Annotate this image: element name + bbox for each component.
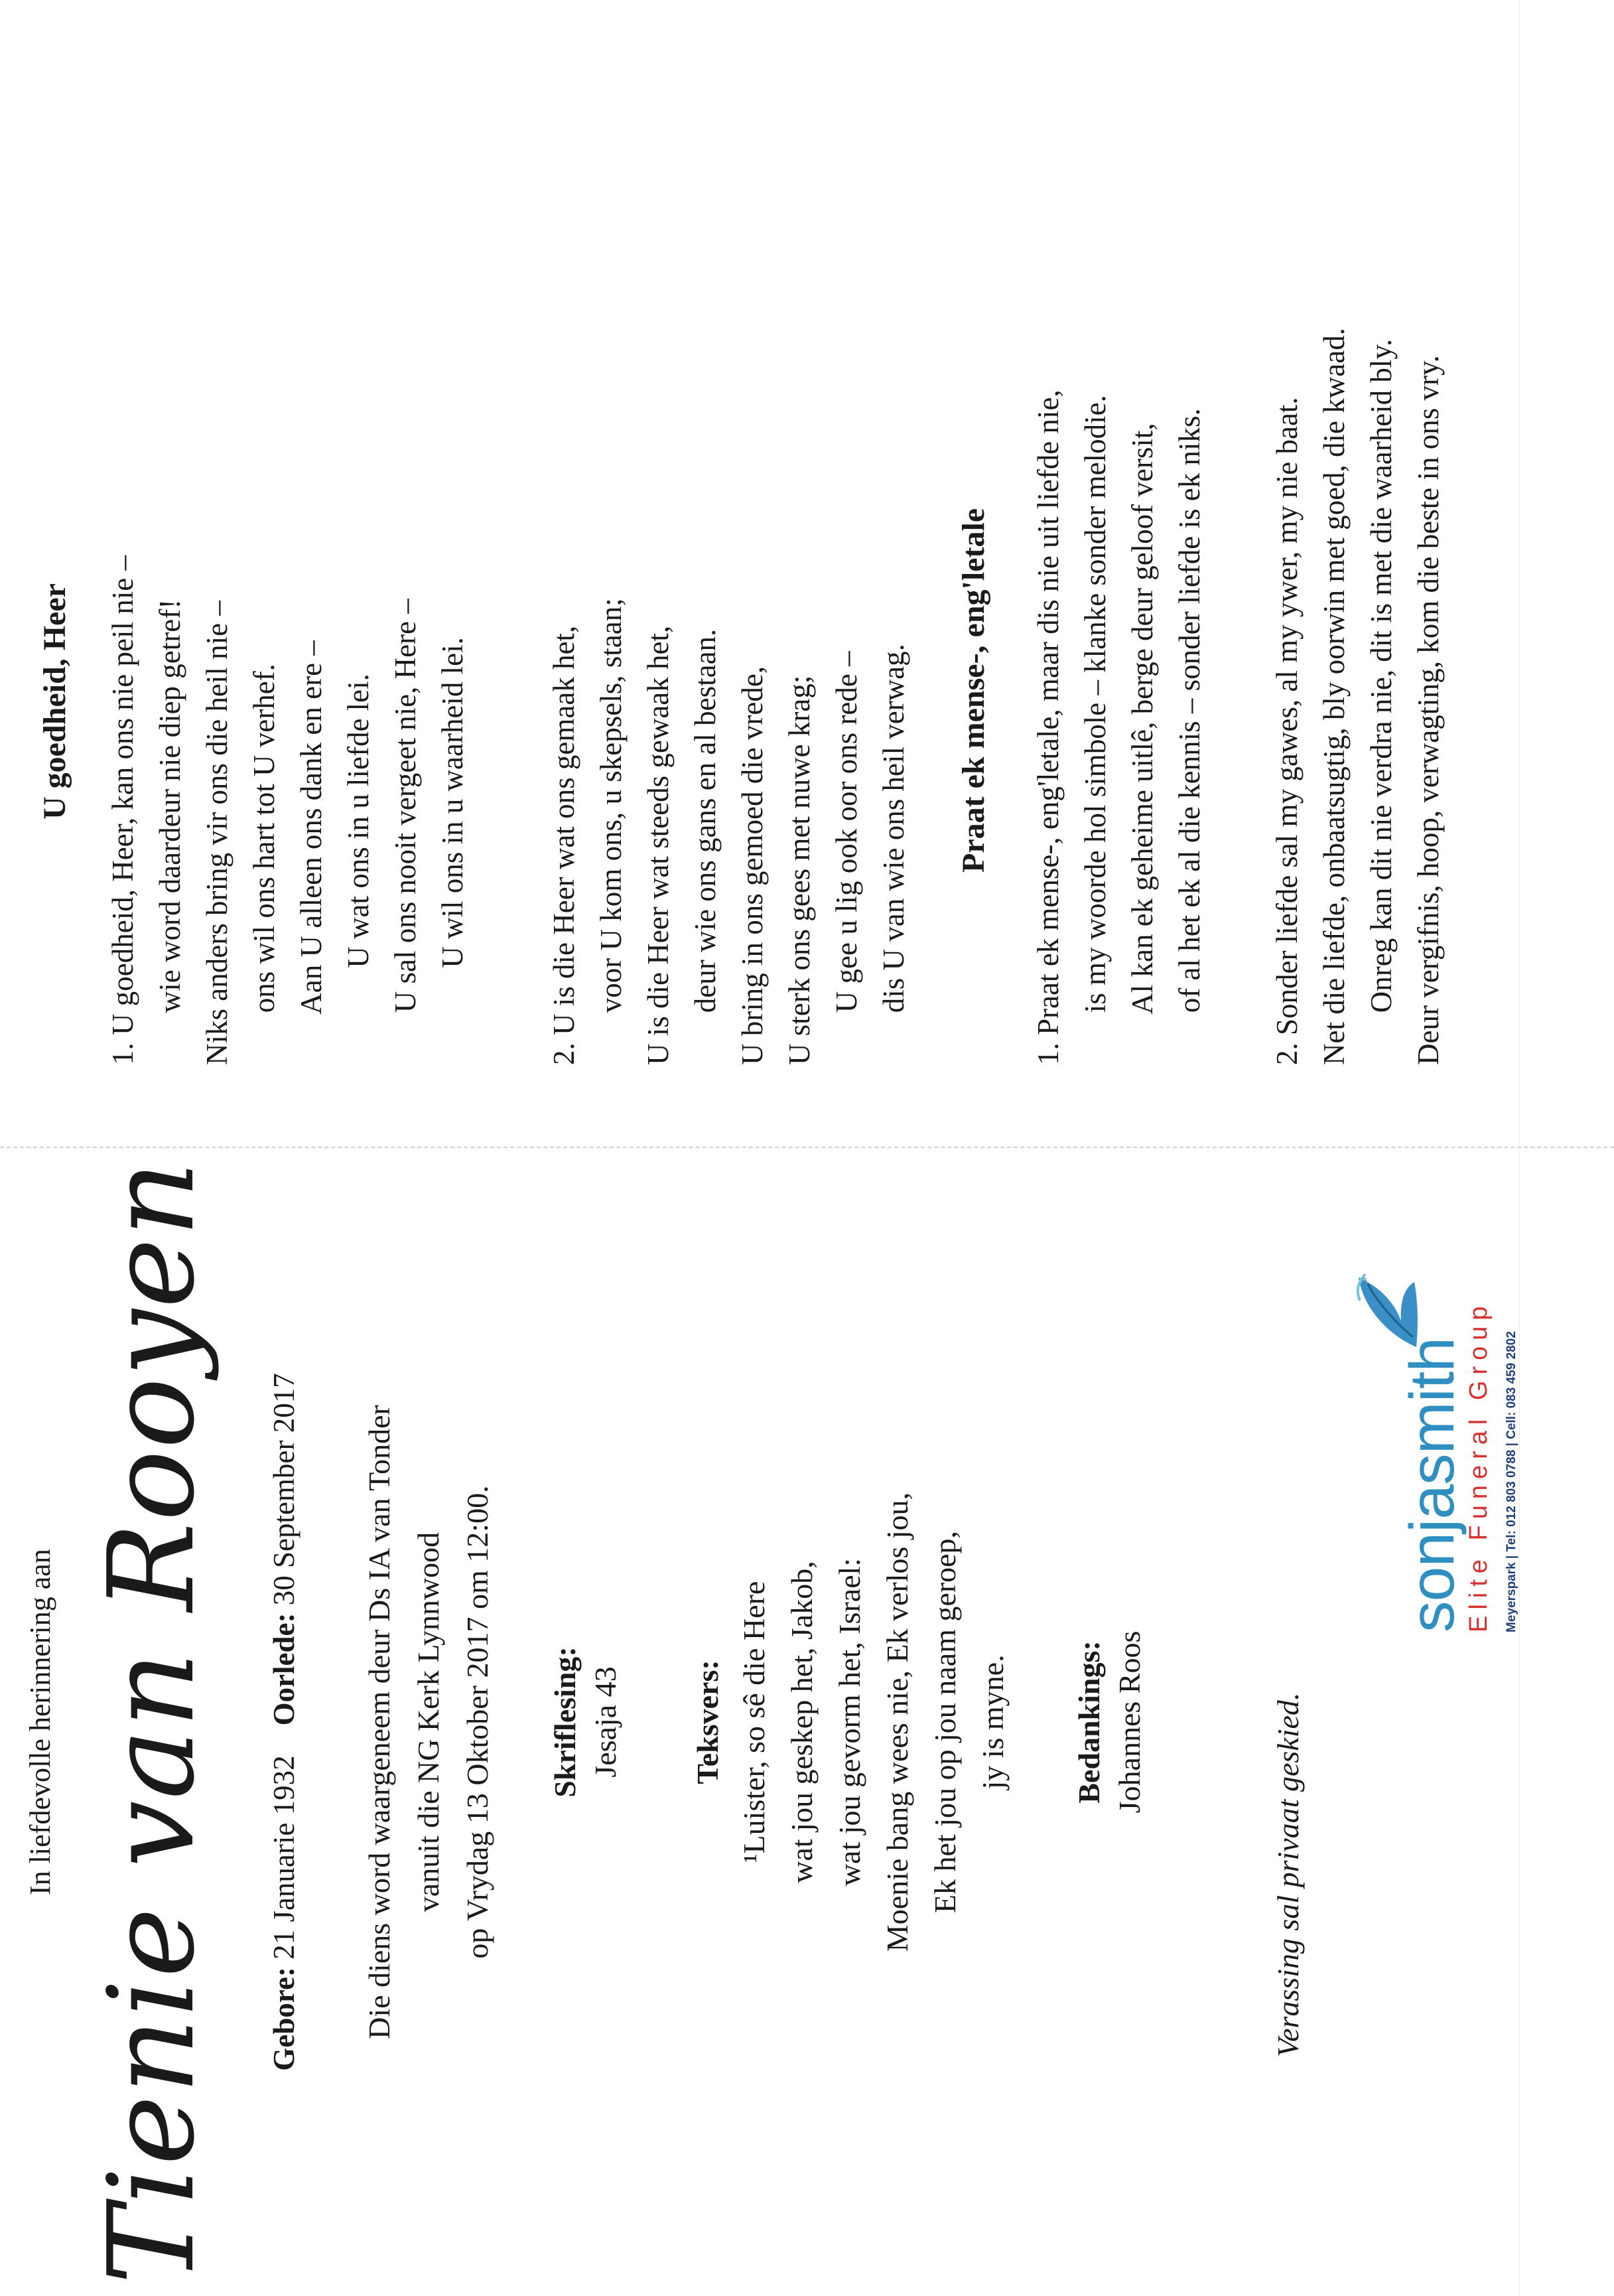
funeral-home-logo: [1353, 1261, 1579, 1632]
hymn-line: Al kan ek geheime uitlê, berge deur geloof versit,: [1126, 423, 1159, 1065]
verse-line: Moenie bang wees nie, Ek verlos jou,: [880, 1492, 914, 1952]
born-label: Gebore:: [267, 1967, 301, 2071]
hymn-line: Onreg kan dit nie verdra nie, dit is met die waarheid bly.: [1365, 338, 1398, 1065]
hymn-1-verse-1: [100, 555, 476, 1065]
hymn-line: Aan U alleen ons dank en ere –: [295, 640, 328, 1065]
text-verse-label: Teksvers:: [691, 1660, 724, 1784]
hymn-line: 2. U is die Heer wat ons gemaak het,: [547, 625, 580, 1065]
hymn-line: deur wie ons gans en al bestaan.: [689, 628, 722, 1065]
hymn-line: wie word daardeur nie diep getref!: [153, 599, 186, 1065]
hymn-line: U bring in ons gemoed die vrede,: [736, 666, 769, 1065]
scripture-reading: [547, 1148, 623, 2296]
hymn-line: dis U van wie ons heil verwag.: [877, 644, 910, 1065]
hymn-line: is my woorde hol simbole – klanke sonder melodie.: [1079, 395, 1112, 1065]
tribute-line: In liefdevolle herinnering aan: [24, 1549, 56, 1895]
logo-subtitle: Elite Funeral Group: [1465, 1300, 1493, 1632]
hymn-line: Net die liefde, onbaatsugtig, bly oorwin met goed, die kwaad.: [1317, 328, 1351, 1065]
hymn-line: U gee u lig ook oor ons rede –: [830, 651, 863, 1065]
text-verse: [690, 1148, 1017, 2296]
service-details: [355, 1148, 502, 2296]
scripture-value: Jesaja 43: [588, 1666, 622, 1778]
hymn-2-verse-2: [1264, 328, 1452, 1065]
verse-line: wat jou gevorm het, Israel:: [833, 1557, 866, 1887]
scripture-label: Skriflesing:: [548, 1646, 582, 1798]
verse-line: Ek het jou op jou naam geroep,: [928, 1530, 962, 1914]
acknowledgements-label: Bedankings:: [1072, 1640, 1106, 1804]
logo-name: sonjasmith: [1397, 1337, 1467, 1632]
left-panel: [0, 1148, 1614, 2296]
logo-contact: Meyerspark | Tel: 012 803 0788 | Cell: 083 459 2802: [1505, 1331, 1518, 1632]
hymn-line: ons wil ons hart tot U verhef.: [247, 664, 281, 1065]
life-dates: [267, 1148, 301, 2296]
trademark-mark: ™: [1361, 1277, 1373, 1287]
hymn-line: voor U kom ons, u skepsels, staan;: [594, 598, 628, 1065]
hymn-line: 2. Sonder liefde sal my gawes, al my ywer, my nie baat.: [1270, 397, 1304, 1065]
verse-line: wat jou geskep het, Jakob,: [785, 1561, 819, 1883]
hymn-line: 1. Praat ek mense-, eng'letale, maar dis nie uit liefde nie,: [1032, 390, 1065, 1065]
service-line: op Vrydag 13 Oktober 2017 om 12:00.: [460, 1485, 494, 1959]
acknowledgements: [1071, 1148, 1147, 2296]
died-label: Oorlede:: [267, 1613, 301, 1726]
hymn-line: of al het ek al die kennis – sonder liefde is ek niks.: [1173, 408, 1206, 1065]
verse-line: jy is myne.: [976, 1654, 1010, 1790]
hymn-line: U is die Heer wat steeds gewaak het,: [641, 625, 675, 1065]
hymn-2-verse-1: [1025, 390, 1213, 1065]
acknowledgements-value: Johannes Roos: [1112, 1630, 1146, 1814]
hymn-line: Deur vergifnis, hoop, verwagting, kom die beste in ons vry.: [1412, 355, 1445, 1065]
text-verse-body: [730, 1148, 1017, 2296]
hymn-line: U wat ons in u liefde lei.: [342, 674, 375, 1065]
cremation-note: Verassing sal privaat geskied.: [1271, 1692, 1305, 2057]
born-date: 21 Januarie 1932: [267, 1755, 301, 1960]
hymn-2-title: Praat ek mense-, eng'letale: [956, 508, 991, 873]
hymn-1-title: U goedheid, Heer: [37, 583, 72, 820]
hymn-line: U wil ons in u waarheid lei.: [436, 637, 469, 1065]
hymn-line: 1. U goedheid, Heer, kan ons nie peil nie –: [106, 555, 139, 1065]
hymn-1-verse-2: [541, 598, 917, 1065]
hymn-line: U sterk ons gees met nuwe krag;: [783, 675, 816, 1065]
died-date: 30 September 2017: [267, 1373, 301, 1606]
service-line: Die diens word waargeneem deur Ds IA van Tonder: [362, 1405, 396, 2039]
hymn-line: Niks anders bring vir ons die heil nie –: [200, 601, 234, 1065]
hymn-line: U sal ons nooit vergeet nie, Here –: [389, 599, 422, 1065]
service-line: vanuit die NG Kerk Lynnwood: [411, 1532, 445, 1912]
deceased-name: Tienie van Rooyen: [83, 1159, 220, 2285]
verse-line: ¹Luister, so sê die Here: [737, 1581, 771, 1863]
